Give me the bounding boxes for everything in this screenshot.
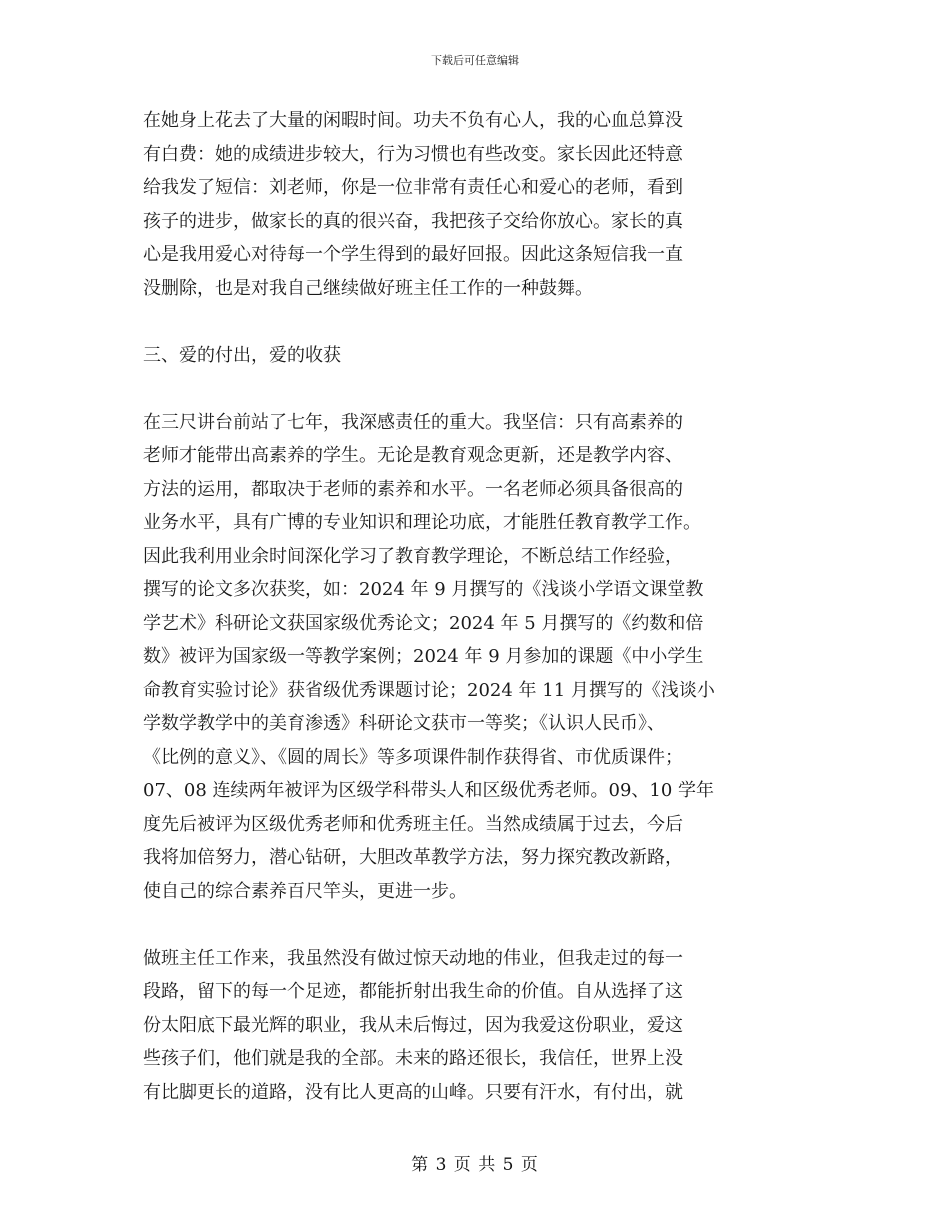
document-body: [143, 104, 807, 1109]
text-line: 07、08 连续两年被评为区级学科带头人和区级优秀老师。09、10 学年: [143, 780, 715, 801]
paragraph-3: [143, 942, 807, 1110]
text-line: 孩子的进步，做家长的真的很兴奋，我把孩子交给你放心。家长的真: [143, 210, 683, 232]
text-line: 些孩子们，他们就是我的全部。未来的路还很长，我信任，世界上没: [143, 1048, 683, 1069]
text-line: 心是我用爱心对待每一个学生得到的最好回报。因此这条短信我一直: [143, 244, 683, 265]
text-line: 方法的运用，都取决于老师的素养和水平。一名老师必须具备很高的: [143, 478, 683, 500]
text-line: 《比例的意义》、《圆的周长》等多项课件制作获得省、市优质课件；: [143, 746, 683, 768]
text-line: 有白费：她的成绩进步较大，行为习惯也有些改变。家长因此还特意: [143, 143, 683, 165]
page-number-footer: 第 3 页 共 5 页: [411, 1155, 539, 1175]
text-line: 段路，留下的每一个足迹，都能折射出我生命的价值。自从选择了这: [143, 981, 683, 1002]
text-line: 命教育实验讨论》获省级优秀课题讨论；2024 年 11 月撰写的《浅谈小: [143, 679, 715, 701]
text-line: 在三尺讲台前站了七年，我深感责任的重大。我坚信：只有高素养的: [143, 411, 683, 433]
section-heading: [143, 339, 807, 373]
text-line: 学数学教学中的美育渗透》科研论文获市一等奖；《认识人民币》、: [143, 713, 665, 734]
page-header: 下载后可任意编辑: [431, 54, 519, 67]
heading-line: 三、爱的付出，爱的收获: [143, 344, 341, 366]
text-line: 份太阳底下最光辉的职业，我从未后悔过，因为我爱这份职业，爱这: [143, 1014, 683, 1036]
text-line: 撰写的论文多次获奖，如：2024 年 9 月撰写的《浅谈小学语文课堂教: [143, 579, 704, 600]
text-line: 给我发了短信：刘老师，你是一位非常有责任心和爱心的老师，看到: [143, 177, 683, 198]
text-line: 我将加倍努力，潜心钻研，大胆改革教学方法，努力探究教改新路，: [143, 847, 683, 868]
paragraph-2: [143, 406, 807, 909]
text-line: 使自己的综合素养百尺竿头，更进一步。: [143, 880, 467, 902]
text-line: 业务水平，具有广博的专业知识和理论功底，才能胜任教育教学工作。: [143, 512, 701, 533]
text-line: 因此我利用业余时间深化学习了教育教学理论，不断总结工作经验，: [143, 545, 683, 567]
paragraph-1: [143, 104, 807, 305]
text-line: 有比脚更长的道路，没有比人更高的山峰。只要有汗水，有付出，就: [143, 1081, 683, 1103]
text-line: 度先后被评为区级优秀老师和优秀班主任。当然成绩属于过去，今后: [143, 813, 683, 835]
text-line: 在她身上花去了大量的闲暇时间。功夫不负有心人，我的心血总算没: [143, 110, 683, 131]
text-line: 没删除，也是对我自己继续做好班主任工作的一种鼓舞。: [143, 277, 593, 299]
text-line: 老师才能带出高素养的学生。无论是教育观念更新，还是教学内容、: [143, 445, 683, 466]
text-line: 学艺术》科研论文获国家级优秀论文；2024 年 5 月撰写的《约数和倍: [143, 612, 704, 634]
text-line: 数》被评为国家级一等教学案例；2024 年 9 月参加的课题《中小学生: [143, 646, 704, 667]
text-line: 做班主任工作来，我虽然没有做过惊天动地的伟业，但我走过的每一: [143, 947, 683, 969]
